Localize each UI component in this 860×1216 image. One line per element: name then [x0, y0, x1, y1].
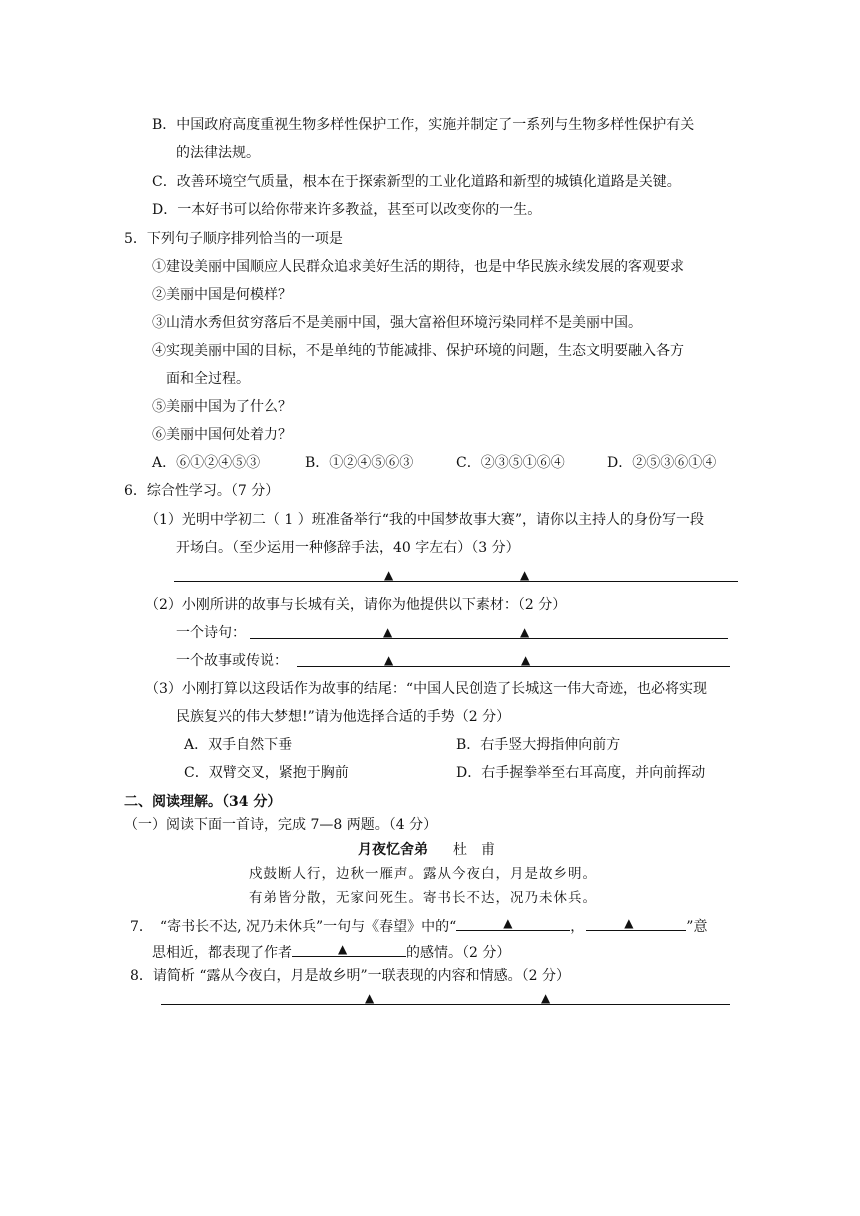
- q7-text-end: ”意: [686, 919, 708, 935]
- q7-text: 7． “寄书长不达, 况乃未休兵”一句与《春望》中的“: [130, 919, 457, 935]
- answer-marker-icon: ▲: [365, 991, 375, 1005]
- answer-marker-icon: ▲: [384, 653, 394, 667]
- q7-stem: [130, 914, 707, 937]
- answer-marker-icon: ▲: [520, 568, 530, 582]
- q6-option-b[interactable]: B．右手竖大拇指伸向前方: [456, 737, 621, 753]
- q6-option-d[interactable]: D．右手握拳举至右耳高度，并向前挥动: [456, 765, 706, 781]
- answer-marker-icon: ▲: [624, 916, 634, 930]
- q6-part1-cont: 开场白。（至少运用一种修辞手法，40 字左右）（3 分）: [176, 540, 520, 556]
- q6-part1-answer-line[interactable]: [174, 581, 738, 582]
- q6-part2: （2）小刚所讲的故事与长城有关，请你为他提供以下素材：（2 分）: [145, 597, 567, 613]
- q6-option-a[interactable]: A．双手自然下垂: [184, 737, 293, 753]
- q5-option-a[interactable]: A．⑥①②④⑤③: [152, 455, 261, 471]
- answer-marker-icon: ▲: [383, 625, 393, 639]
- q4-option-b: B．中国政府高度重视生物多样性保护工作，实施并制定了一系列与生物多样性保护有关: [152, 117, 695, 133]
- answer-marker-icon: ▲: [338, 942, 348, 956]
- q4-option-d: D．一本好书可以给你带来许多教益，甚至可以改变你的一生。: [152, 202, 542, 218]
- section-heading: 二、阅读理解。（34 分）: [124, 794, 282, 810]
- q6-stem: 6．综合性学习。（7 分）: [124, 483, 280, 499]
- q6-part1: （1）光明中学初二（ 1 ）班准备举行“我的中国梦故事大赛”，请你以主持人的身份写一段: [145, 512, 705, 528]
- q4-option-c: C．改善环境空气质量，根本在于探索新型的工业化道路和新型的城镇化道路是关键。: [152, 174, 681, 190]
- answer-marker-icon: ▲: [541, 991, 551, 1005]
- section-part-intro: （一）阅读下面一首诗，完成 7—8 两题。（4 分）: [124, 817, 438, 833]
- q8-answer-line[interactable]: [161, 1004, 730, 1005]
- q5-option-c[interactable]: C．②③⑤①⑥④: [456, 455, 565, 471]
- q6-part3: （3）小刚打算以这段话作为故事的结尾：“中国人民创造了长城这一伟大奇迹，也必将实现: [145, 681, 708, 697]
- q6-story-label: 一个故事或传说：: [176, 653, 288, 669]
- answer-marker-icon: ▲: [520, 625, 530, 639]
- q7-text-2: 思相近，都表现了作者: [152, 945, 292, 961]
- q7-blank-1[interactable]: [456, 914, 570, 931]
- poem-line-2: 有弟皆分散，无家问死生。寄书长不达，况乃未休兵。: [249, 890, 597, 906]
- q7-comma: ，: [570, 919, 585, 935]
- q8-stem: 8．请简析 “露从今夜白，月是故乡明”一联表现的内容和情感。（2 分）: [130, 968, 571, 984]
- q5-sentence-4: ④实现美丽中国的目标，不是单纯的节能减排、保护环境的问题，生态文明要融入各方: [152, 343, 684, 359]
- q7-blank-2[interactable]: [586, 914, 686, 931]
- poem-author: 杜 甫: [453, 842, 495, 858]
- q5-sentence-6: ⑥美丽中国何处着力？: [152, 427, 292, 443]
- q6-option-c[interactable]: C．双臂交叉，紧抱于胸前: [184, 765, 349, 781]
- answer-marker-icon: ▲: [384, 568, 394, 582]
- q7-text-3: 的感情。（2 分）: [406, 945, 511, 961]
- q6-poem-answer-line[interactable]: [250, 638, 728, 639]
- q5-option-d[interactable]: D．②⑤③⑥①④: [607, 455, 717, 471]
- q6-poem-label: 一个诗句：: [176, 625, 246, 641]
- q6-part3-cont: 民族复兴的伟大梦想!”请为他选择合适的手势（2 分）: [176, 709, 511, 725]
- q4-option-b-cont: 的法律法规。: [176, 145, 260, 161]
- poem-line-1: 戍鼓断人行，边秋一雁声。露从今夜白，月是故乡明。: [249, 866, 597, 882]
- q5-sentence-3: ③山清水秀但贫穷落后不是美丽中国，强大富裕但环境污染同样不是美丽中国。: [152, 315, 642, 331]
- q7-blank-3[interactable]: [292, 940, 406, 957]
- answer-marker-icon: ▲: [521, 653, 531, 667]
- q6-story-answer-line[interactable]: [297, 666, 730, 667]
- q5-sentence-1: ①建设美丽中国顺应人民群众追求美好生活的期待，也是中华民族永续发展的客观要求: [152, 259, 684, 275]
- q5-sentence-2: ②美丽中国是何模样？: [152, 287, 292, 303]
- q5-sentence-5: ⑤美丽中国为了什么？: [152, 399, 292, 415]
- q5-stem: 5．下列句子顺序排列恰当的一项是: [124, 231, 343, 247]
- poem-title: 月夜忆舍弟: [358, 842, 428, 858]
- q5-sentence-4-cont: 面和全过程。: [166, 371, 250, 387]
- q7-stem-cont: [152, 940, 510, 963]
- answer-marker-icon: ▲: [503, 916, 513, 930]
- q5-option-b[interactable]: B．①②④⑤⑥③: [305, 455, 414, 471]
